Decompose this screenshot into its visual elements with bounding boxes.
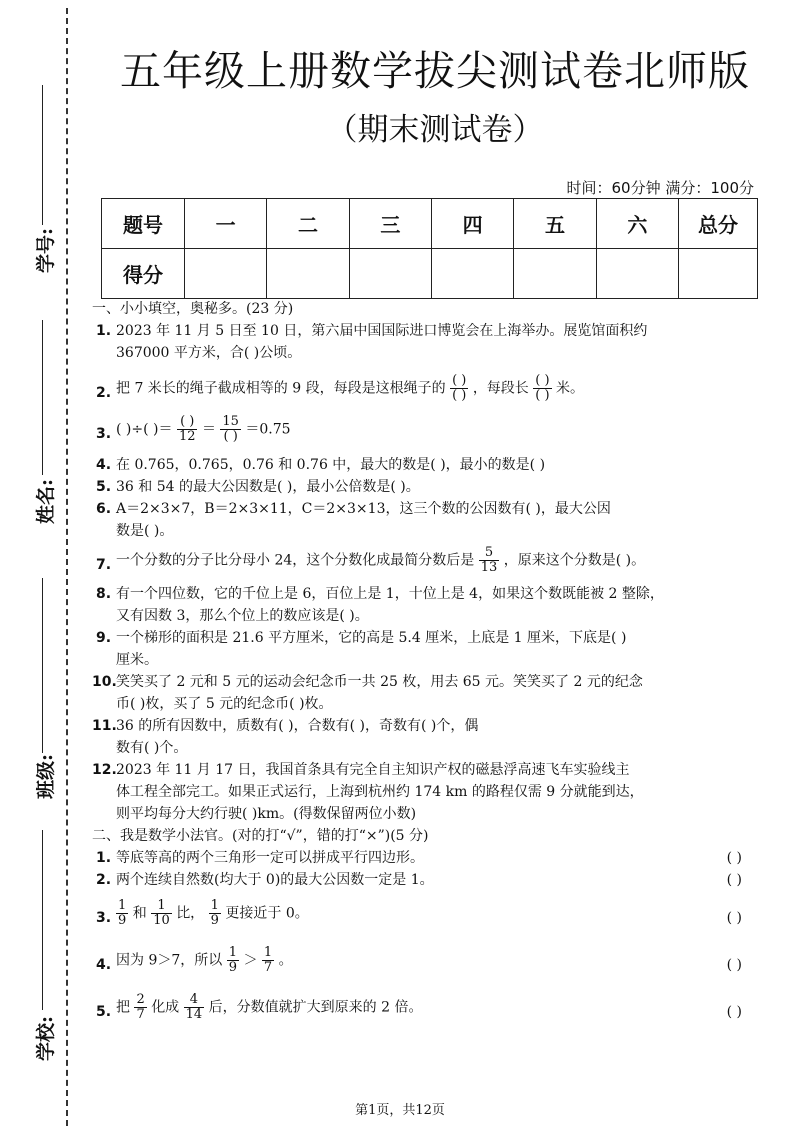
question-text-line2: 厘米。: [116, 652, 158, 668]
question-text: 化成: [151, 999, 180, 1016]
question-text: 和: [132, 905, 147, 922]
class-line[interactable]: [42, 578, 43, 753]
school-field[interactable]: [16, 830, 60, 1060]
score-table-header-row: [102, 199, 758, 249]
score-input-cell[interactable]: [514, 249, 596, 299]
question-1-5: [92, 476, 752, 498]
class-field[interactable]: [16, 578, 60, 798]
fraction-numerator[interactable]: ( ): [177, 415, 198, 430]
question-1-11: [92, 715, 752, 759]
fraction-denominator: 9: [210, 913, 219, 928]
question-1-12: [92, 759, 752, 825]
question-number: 3.: [96, 426, 112, 442]
question-text: 把: [116, 999, 130, 1016]
score-header-cell: 五: [514, 199, 596, 249]
class-label: 班级:: [35, 753, 58, 800]
fraction-numerator: 4: [184, 993, 205, 1008]
exam-content: [92, 298, 752, 1026]
question-text: 把 7 米长的绳子截成相等的 9 段，每段是这根绳子的: [116, 380, 446, 397]
score-table-score-row: [102, 249, 758, 299]
question-text: 比，: [176, 905, 205, 922]
question-1-3: [92, 411, 752, 448]
fraction: [227, 946, 239, 975]
fraction-numerator: 1: [118, 898, 127, 913]
question-text: 有一个四位数，它的千位上是 6，百位上是 1，十位上是 4，如果这个数既能被 2 整除，: [116, 586, 664, 602]
student-id-label: 学号:: [35, 227, 58, 274]
question-number: 4.: [96, 457, 112, 473]
score-header-cell: 总分: [679, 199, 758, 249]
section-1-heading: 一、小小填空，奥秘多。(23 分): [92, 301, 294, 317]
question-1-10: [92, 671, 752, 715]
question-text: ，原来这个分数是( )。: [503, 552, 646, 569]
fraction: [177, 415, 198, 444]
question-text-line2: 体工程全部完工。如果正式运行，上海到杭州约 174 km 的路程仅需 9 分就能到达，: [116, 784, 644, 800]
question-number: 9.: [96, 630, 112, 646]
score-table: [101, 198, 758, 299]
question-text-line2: 币( )枚，买了 5 元的纪念币( )枚。: [116, 696, 333, 712]
question-text: 等底等高的两个三角形一定可以拼成平行四边形。: [116, 850, 424, 866]
student-id-line[interactable]: [42, 85, 43, 225]
question-1-6: [92, 498, 752, 542]
judge-answer-blank[interactable]: ( ): [726, 1004, 742, 1020]
question-number: 1.: [96, 323, 112, 339]
judge-answer-blank[interactable]: ( ): [726, 850, 742, 866]
fraction: [151, 899, 172, 928]
school-label: 学校:: [35, 1015, 58, 1062]
fraction-denominator: 7: [263, 960, 273, 975]
fraction-denominator: 9: [228, 960, 237, 975]
question-text: 2023 年 11 月 5 日至 10 日，第六届中国国际进口博览会在上海举办。展览馆面积约: [116, 323, 648, 339]
question-2-3: [92, 895, 752, 932]
fraction-numerator: 15: [222, 414, 239, 429]
fraction: [134, 993, 146, 1022]
question-number: 11.: [92, 718, 117, 734]
fraction-denominator: 13: [480, 560, 498, 575]
student-name-field[interactable]: [16, 320, 60, 525]
question-text-line2: 数有( )个。: [116, 740, 188, 756]
question-text-line2: 367000 平方米，合( )公顷。: [116, 345, 302, 361]
section-2-heading: 二、我是数学小法官。(对的打“√”，错的打“×”)(5 分): [92, 828, 429, 844]
question-text: 一个梯形的面积是 21.6 平方厘米，它的高是 5.4 厘米，上底是 1 厘米，下底是( ): [116, 630, 627, 646]
question-2-1: [92, 847, 752, 869]
question-text: ，每段长: [472, 380, 529, 397]
question-number: 1.: [96, 850, 112, 866]
question-number: 5.: [96, 1004, 112, 1020]
question-text: 36 的所有因数中，质数有( )，合数有( )，奇数有( )个，偶: [116, 718, 479, 734]
score-input-cell[interactable]: [267, 249, 349, 299]
question-text: ＝: [201, 421, 216, 438]
score-header-cell: 四: [431, 199, 513, 249]
score-input-cell[interactable]: [349, 249, 431, 299]
question-number: 2.: [96, 872, 112, 888]
fraction-denominator: 9: [118, 913, 127, 928]
exam-subtitle: （期末测试卷）: [326, 112, 544, 148]
question-text: ( )÷( )＝: [116, 421, 173, 438]
question-1-4: [92, 454, 752, 476]
score-header-cell: 六: [596, 199, 678, 249]
question-2-5: [92, 989, 752, 1026]
time-info: 时间：60分钟 满分：100分: [566, 179, 754, 197]
question-text: 36 和 54 的最大公因数是( )，最小公倍数是( )。: [116, 479, 420, 495]
question-number: 4.: [96, 957, 112, 973]
score-header-cell: 二: [267, 199, 349, 249]
question-1-9: [92, 627, 752, 671]
fraction-denominator: 7: [136, 1007, 145, 1022]
question-text: 。: [278, 952, 293, 969]
binding-sidebar: [0, 0, 70, 1132]
question-text: 两个连续自然数(均大于 0)的最大公因数一定是 1。: [116, 872, 434, 888]
question-number: 12.: [92, 762, 117, 778]
fraction-numerator: 1: [228, 945, 237, 960]
fraction: [209, 899, 221, 928]
exam-title: 五年级上册数学拔尖测试卷北师版: [120, 47, 750, 95]
question-number: 8.: [96, 586, 112, 602]
fraction-numerator: 1: [210, 898, 219, 913]
score-input-cell[interactable]: [596, 249, 678, 299]
question-text: A＝2×3×7，B＝2×3×11，C＝2×3×13，这三个数的公因数有( )，最大公因: [116, 501, 611, 517]
fraction-numerator: 1: [263, 945, 273, 960]
fraction: [184, 993, 205, 1022]
score-input-cell[interactable]: [679, 249, 758, 299]
question-text: ＝0.75: [245, 421, 291, 438]
question-1-8: [92, 583, 752, 627]
question-1-1: [92, 320, 752, 364]
judge-answer-blank[interactable]: ( ): [726, 872, 742, 888]
question-text: 后，分数值就扩大到原来的 2 倍。: [208, 999, 423, 1016]
score-header-cell: 三: [349, 199, 431, 249]
fraction-denominator: 12: [178, 429, 196, 444]
question-text-line3: 则平均每分大约行驶( )km。(得数保留两位小数): [116, 806, 417, 822]
question-text: ＞: [243, 952, 258, 969]
score-row-label: 得分: [102, 249, 185, 299]
question-number: 10.: [92, 674, 117, 690]
question-1-2: [92, 370, 752, 407]
score-header-cell: 一: [185, 199, 267, 249]
binding-dashed-line: [66, 8, 68, 1126]
question-number: 2.: [96, 385, 112, 401]
question-text: 米。: [556, 380, 584, 397]
judge-answer-blank[interactable]: ( ): [726, 957, 742, 973]
question-2-4: [92, 942, 752, 979]
question-text: 因为 9＞7，所以: [116, 952, 223, 969]
judge-answer-blank[interactable]: ( ): [726, 910, 742, 926]
score-input-cell[interactable]: [185, 249, 267, 299]
page-footer: 第1页，共12页: [355, 1103, 445, 1118]
fraction: [479, 546, 500, 575]
student-id-field[interactable]: [16, 85, 60, 285]
blank-fraction[interactable]: $\frac{( )}{( )}$: [452, 373, 467, 403]
fraction-numerator: 2: [136, 992, 145, 1007]
question-number: 6.: [96, 501, 112, 517]
question-2-2: [92, 869, 752, 891]
question-text: 更接近于 0。: [225, 905, 309, 922]
question-number: 7.: [96, 557, 112, 573]
question-text-line2: 数是( )。: [116, 523, 174, 539]
question-number: 3.: [96, 910, 112, 926]
fraction-numerator: 1: [151, 899, 172, 914]
question-1-7: [92, 542, 752, 579]
blank-fraction[interactable]: $\frac{( )}{( )}$: [535, 373, 550, 403]
fraction-denominator: 14: [185, 1007, 203, 1022]
question-text: 一个分数的分子比分母小 24，这个分数化成最简分数后是: [116, 552, 475, 569]
fraction-denominator[interactable]: ( ): [223, 429, 238, 444]
question-number: 5.: [96, 479, 112, 495]
fraction: [262, 946, 274, 975]
question-text: 2023 年 11 月 17 日，我国首条具有完全自主知识产权的磁悬浮高速飞车实验线主: [116, 762, 630, 778]
student-name-line[interactable]: [42, 320, 43, 475]
fraction-numerator: 5: [479, 546, 500, 561]
question-text-line2: 又有因数 3，那么个位上的数应该是( )。: [116, 608, 369, 624]
fraction: [116, 899, 128, 928]
score-header-cell: 题号: [102, 199, 185, 249]
student-name-label: 姓名:: [35, 478, 58, 525]
fraction-denominator: 10: [153, 913, 170, 928]
question-text: 笑笑买了 2 元和 5 元的运动会纪念币一共 25 枚，用去 65 元。笑笑买了 2 元的纪念: [116, 674, 643, 690]
fraction: [220, 415, 241, 444]
score-input-cell[interactable]: [431, 249, 513, 299]
school-line[interactable]: [42, 830, 43, 1010]
question-text: 在 0.765，0.765，0.76 和 0.76 中，最大的数是( )，最小的数是( ): [116, 457, 546, 473]
